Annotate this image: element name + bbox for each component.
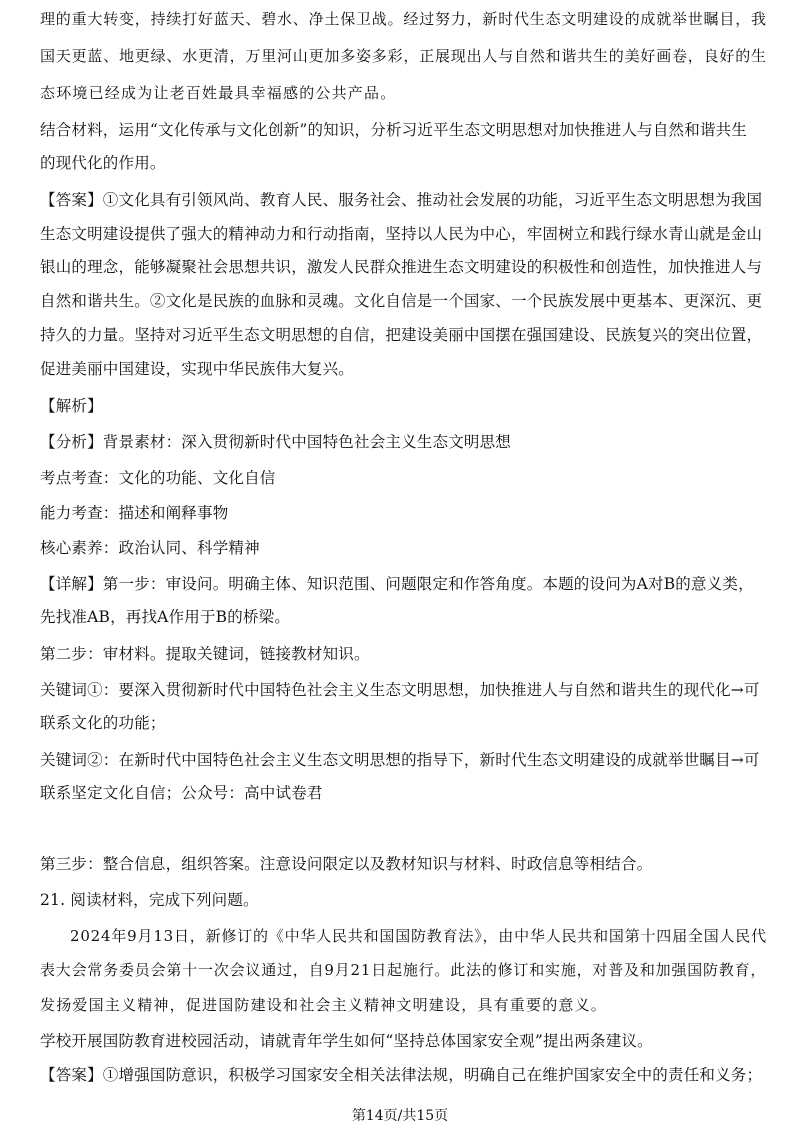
- answer-line: 自然和谐共生。②文化是民族的血脉和灵魂。文化自信是一个国家、一个民族发展中更基本、更深沉、更: [40, 292, 763, 310]
- answer-line: 【答案】①增强国防意识，积极学习国家安全相关法律法规，明确自己在维护国家安全中的责任和义务；: [40, 1066, 763, 1084]
- material-line: 2024年9月13日，新修订的《中华人民共和国国防教育法》，由中华人民共和国第十四届全国人民代: [70, 927, 767, 945]
- page-number: 第14页/共15页: [351, 1108, 449, 1124]
- detail-line: 联系坚定文化自信；公众号：高中试卷君: [40, 784, 323, 802]
- detail-line: 关键词①：要深入贯彻新时代中国特色社会主义生态文明思想，加快推进人与自然和谐共生的现代化→可: [40, 681, 760, 699]
- detail-line: 第二步：审材料。提取关键词，链接教材知识。: [40, 645, 370, 663]
- answer-line: 生态文明建设提供了强大的精神动力和行动指南，坚持以人民为中心，牢固树立和践行绿水青山就是金山: [40, 225, 763, 243]
- question-title: 21. 阅读材料，完成下列问题。: [40, 891, 259, 909]
- answer-line: 促进美丽中国建设，实现中华民族伟大复兴。: [40, 360, 355, 378]
- material-line: 表大会常务委员会第十一次会议通过，自9月21日起施行。此法的修订和实施，对普及和加强国防教育，: [40, 961, 767, 979]
- text-line: 结合材料，运用“文化传承与文化创新”的知识，分析习近平生态文明思想对加快推进人与自然和谐共生: [40, 121, 748, 139]
- analysis-line: 核心素养：政治认同、科学精神: [40, 539, 260, 557]
- text-line: 态环境已经成为让老百姓最具幸福感的公共产品。: [40, 84, 397, 102]
- question-prompt: 学校开展国防教育进校园活动，请就青年学生如何“坚持总体国家安全观”提出两条建议。: [40, 1032, 653, 1050]
- analysis-line: 【分析】背景素材：深入贯彻新时代中国特色社会主义生态文明思想: [40, 433, 512, 451]
- answer-line: 【答案】①文化具有引领风尚、教育人民、服务社会、推动社会发展的功能，习近平生态文明思想为我国: [40, 191, 763, 209]
- detail-line: 【详解】第一步：审设问。明确主体、知识范围、问题限定和作答角度。本题的设问为A对B的意义类，: [40, 575, 754, 593]
- detail-line: 第三步：整合信息，组织答案。注意设问限定以及教材知识与材料、时政信息等相结合。: [40, 855, 653, 873]
- text-line: 的现代化的作用。: [40, 154, 166, 172]
- text-line: 理的重大转变，持续打好蓝天、碧水、净土保卫战。经过努力，新时代生态文明建设的成就举世瞩目，我: [40, 10, 767, 28]
- answer-line: 持久的力量。坚持对习近平生态文明思想的自信，把建设美丽中国摆在强国建设、民族复兴的突出位置，: [40, 326, 763, 344]
- detail-line: 关键词②：在新时代中国特色社会主义生态文明思想的指导下，新时代生态文明建设的成就举世瞩目→可: [40, 751, 760, 769]
- analysis-line: 考点考查：文化的功能、文化自信: [40, 469, 276, 487]
- section-heading: 【解析】: [40, 397, 103, 415]
- material-line: 发扬爱国主义精神，促进国防建设和社会主义精神文明建设，具有重要的意义。: [40, 996, 608, 1014]
- answer-line: 银山的理念，能够凝聚社会思想共识，激发人民群众推进生态文明建设的积极性和创造性，加快推进人与: [40, 258, 763, 276]
- text-line: 国天更蓝、地更绿、水更清，万里河山更加多姿多彩，正展现出人与自然和谐共生的美好画卷，良好的生: [40, 47, 767, 65]
- detail-line: 先找准AB，再找A作用于B的桥梁。: [40, 608, 291, 626]
- detail-line: 联系文化的功能；: [40, 714, 166, 732]
- analysis-line: 能力考查：描述和阐释事物: [40, 504, 229, 522]
